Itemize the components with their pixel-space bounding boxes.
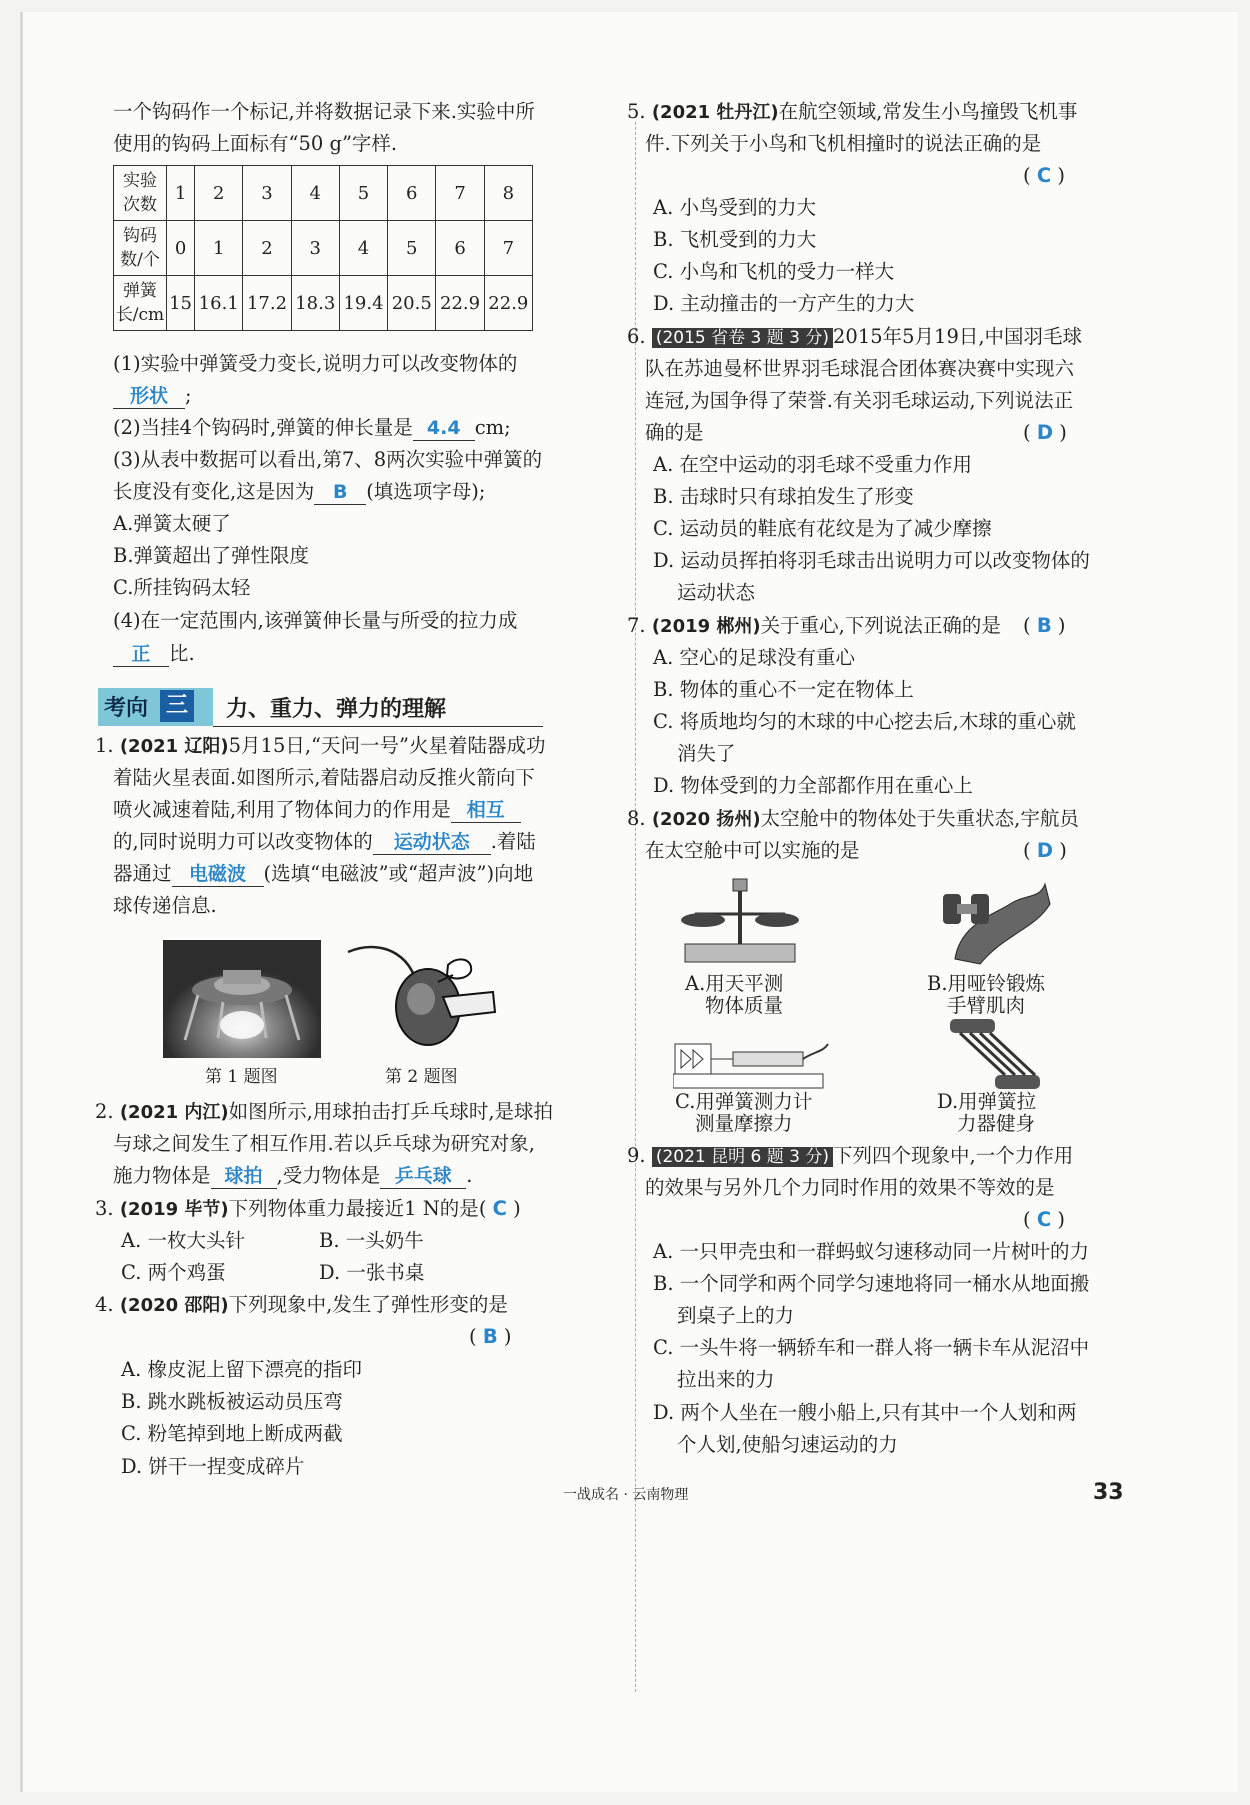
q1-part3-line-2: 长度没有变化,这是因为 B (填选项字母);: [113, 480, 486, 503]
footer-book-title: 一战成名 · 云南物理: [563, 1487, 689, 1503]
problem-7-option-a: A. 空心的足球没有重心: [653, 646, 855, 669]
table-cell: 1: [167, 166, 195, 221]
problem-6-option-b: B. 击球时只有球拍发生了形变: [653, 485, 914, 508]
table-cell: 18.3: [291, 276, 339, 331]
balance-scale-figure: [675, 874, 805, 969]
q1-part1-line: (1)实验中弹簧受力变长,说明力可以改变物体的: [113, 352, 518, 375]
column-divider: [635, 122, 636, 1692]
problem-3-line-1: 3. (2019 毕节)下列物体重力最接近1 N的是( C ): [95, 1197, 521, 1220]
problem-1-line-3: 喷火减速着陆,利用了物体间力的作用是 相互: [113, 798, 521, 823]
problem-5-option-d: D. 主动撞击的一方产生的力大: [653, 292, 915, 315]
figure-d-caption-2: 力器健身: [957, 1112, 1036, 1135]
table-cell: 2: [243, 221, 291, 276]
option-c: C.所挂钩码太轻: [113, 576, 251, 599]
dumbbell-arm-figure: [935, 874, 1055, 969]
problem-2-line-1: 2. (2021 内江)如图所示,用球拍击打乒乓球时,是球拍: [95, 1100, 554, 1123]
problem-5-line-1: 5. (2021 牡丹江)在航空领域,常发生小鸟撞毁飞机事: [627, 100, 1078, 123]
table-cell: 19.4: [339, 276, 387, 331]
answer-blank: 运动状态: [373, 830, 491, 855]
table-cell: 6: [388, 166, 436, 221]
problem-9-answer: ( C ): [1023, 1208, 1065, 1231]
figure-a-caption-2: 物体质量: [705, 994, 784, 1017]
problem-2-line-2: 与球之间发生了相互作用.若以乒乓球为研究对象,: [113, 1132, 535, 1155]
problem-4-option-c: C. 粉笔掉到地上断成两截: [121, 1422, 343, 1445]
problem-8-answer: ( D ): [1023, 839, 1067, 862]
answer-blank: 4.4: [413, 416, 475, 441]
problem-6-option-d-line-2: 运动状态: [677, 581, 756, 604]
problem-9-line-2: 的效果与另外几个力同时作用的效果不等效的是: [645, 1176, 1055, 1199]
problem-4-answer: ( B ): [469, 1325, 512, 1348]
section-title: 力、重力、弹力的理解: [226, 697, 447, 722]
problem-3-option-d: D. 一张书桌: [319, 1261, 425, 1284]
q1-part3-line-1: (3)从表中数据可以看出,第7、8两次实验中弹簧的: [113, 448, 543, 471]
option-a: A.弹簧太硬了: [113, 512, 231, 535]
answer-blank: 球拍: [211, 1164, 277, 1189]
problem-6-option-d-line-1: D. 运动员挥拍将羽毛球击出说明力可以改变物体的: [653, 549, 1090, 572]
problem-6-line-1: 6. (2015 省卷 3 题 3 分) 2015年5月19日,中国羽毛球: [627, 325, 1083, 348]
table-cell: 3: [291, 221, 339, 276]
problem-7-option-c-line-1: C. 将质地均匀的木球的中心挖去后,木球的重心就: [653, 710, 1076, 733]
problem-6-answer: ( D ): [1023, 421, 1067, 444]
data-table: [113, 165, 533, 331]
table-cell: 15: [167, 276, 195, 331]
table-cell: 16.1: [195, 276, 243, 331]
problem-6-line-4: 确的是: [645, 421, 704, 444]
problem-5-answer: ( C ): [1023, 164, 1065, 187]
table-cell: 0: [167, 221, 195, 276]
table-cell: 22.9: [484, 276, 532, 331]
table-row: [114, 166, 533, 221]
table-cell: 22.9: [436, 276, 484, 331]
problem-9-option-d-line-2: 个人划,使船匀速运动的力: [677, 1433, 898, 1456]
problem-7-option-c-line-2: 消失了: [677, 742, 736, 765]
problem-7-option-b: B. 物体的重心不一定在物体上: [653, 678, 914, 701]
problem-5-option-b: B. 飞机受到的力大: [653, 228, 817, 251]
problem-9-line-1: 9. (2021 昆明 6 题 3 分) 下列四个现象中,一个力作用: [627, 1144, 1074, 1167]
answer-blank: B: [314, 480, 366, 505]
row-label: 钩码 数/个: [114, 221, 167, 276]
problem-6-line-3: 连冠,为国争得了荣誉.有关羽毛球运动,下列说法正: [645, 389, 1074, 412]
chest-expander-figure: [945, 1017, 1045, 1092]
problem-8-line-1: 8. (2020 扬州)太空舱中的物体处于失重状态,宇航员: [627, 807, 1079, 830]
problem-9-option-b-line-1: B. 一个同学和两个同学匀速地将同一桶水从地面搬: [653, 1272, 1090, 1295]
lander-photo: [163, 940, 321, 1058]
problem-7-option-d: D. 物体受到的力全部都作用在重心上: [653, 774, 973, 797]
problem-9-option-b-line-2: 到桌子上的力: [677, 1304, 795, 1327]
figure-b-caption-2: 手臂肌肉: [947, 994, 1026, 1017]
q1-part4-answer-line: 正 比.: [113, 642, 195, 667]
racket-ball-figure: [343, 937, 503, 1057]
table-row: [114, 276, 533, 331]
table-cell: 7: [436, 166, 484, 221]
problem-1-line-4: 的,同时说明力可以改变物体的 运动状态 .着陆: [113, 830, 536, 853]
problem-6-option-c: C. 运动员的鞋底有花纹是为了减少摩擦: [653, 517, 992, 540]
table-cell: 5: [388, 221, 436, 276]
problem-1-line-2: 着陆火星表面.如图所示,着陆器启动反推火箭向下: [113, 766, 535, 789]
table-cell: 20.5: [388, 276, 436, 331]
intro-line-1: 一个钩码作一个标记,并将数据记录下来.实验中所: [113, 100, 535, 123]
table-cell: 8: [484, 166, 532, 221]
table-cell: 5: [339, 166, 387, 221]
spring-scale-figure: [673, 1032, 833, 1092]
problem-2-line-3: 施力物体是 球拍 ,受力物体是 乒乓球 .: [113, 1164, 473, 1187]
table-cell: 17.2: [243, 276, 291, 331]
problem-1-line-1: 1. (2021 辽阳)5月15日,“天问一号”火星着陆器成功: [95, 734, 546, 757]
problem-7-line-1: 7. (2019 郴州)关于重心,下列说法正确的是: [627, 614, 1001, 637]
table-cell: 7: [484, 221, 532, 276]
problem-9-option-c-line-1: C. 一头牛将一辆轿车和一群人将一辆卡车从泥沼中: [653, 1336, 1090, 1359]
page-number: 33: [1093, 1480, 1124, 1505]
figure-a-caption-1: A.用天平测: [685, 972, 784, 995]
table-cell: 2: [195, 166, 243, 221]
problem-5-option-c: C. 小鸟和飞机的受力一样大: [653, 260, 895, 283]
problem-1-line-6: 球传递信息.: [113, 894, 217, 917]
answer-blank: 相互: [451, 798, 521, 823]
problem-6-line-2: 队在苏迪曼杯世界羽毛球混合团体赛决赛中实现六: [645, 357, 1075, 380]
source-tag: (2015 省卷 3 题 3 分): [652, 328, 833, 348]
problem-5-line-2: 件.下列关于小鸟和飞机相撞时的说法正确的是: [645, 132, 1042, 155]
table-cell: 6: [436, 221, 484, 276]
problem-5-option-a: A. 小鸟受到的力大: [653, 196, 816, 219]
section-heading: [98, 688, 558, 730]
figure-c-caption-1: C.用弹簧测力计: [675, 1090, 813, 1113]
problem-7-answer: ( B ): [1023, 614, 1066, 637]
answer-blank: 形状: [113, 384, 185, 409]
figure-2-caption: 第 2 题图: [385, 1067, 458, 1087]
figure-d-caption-1: D.用弹簧拉: [937, 1090, 1037, 1113]
option-b: B.弹簧超出了弹性限度: [113, 544, 310, 567]
source-tag: (2021 昆明 6 题 3 分): [652, 1147, 833, 1167]
answer-blank: 电磁波: [172, 862, 264, 887]
figure-1-caption: 第 1 题图: [205, 1067, 278, 1087]
problem-3-option-a: A. 一枚大头针: [121, 1229, 245, 1252]
page: [20, 12, 1238, 1792]
problem-9-option-c-line-2: 拉出来的力: [677, 1368, 775, 1391]
row-label: 实验 次数: [114, 166, 167, 221]
problem-4-option-b: B. 跳水跳板被运动员压弯: [121, 1390, 343, 1413]
problem-3-option-c: C. 两个鸡蛋: [121, 1261, 226, 1284]
problem-4-line-1: 4. (2020 邵阳)下列现象中,发生了弹性形变的是: [95, 1293, 508, 1316]
problem-4-option-a: A. 橡皮泥上留下漂亮的指印: [121, 1358, 362, 1381]
answer-blank: 正: [113, 642, 169, 667]
table-cell: 3: [243, 166, 291, 221]
problem-9-option-a: A. 一只甲壳虫和一群蚂蚁匀速移动同一片树叶的力: [653, 1240, 1089, 1263]
problem-1-line-5: 器通过 电磁波 (选填“电磁波”或“超声波”)向地: [113, 862, 534, 885]
section-badge: 考向 三: [98, 688, 213, 726]
problem-3-option-b: B. 一头奶牛: [319, 1229, 424, 1252]
figure-b-caption-1: B.用哑铃锻炼: [927, 972, 1046, 995]
q1-part4-line: (4)在一定范围内,该弹簧伸长量与所受的拉力成: [113, 609, 518, 632]
table-cell: 1: [195, 221, 243, 276]
q1-part2-line: (2)当挂4个钩码时,弹簧的伸长量是 4.4 cm;: [113, 416, 511, 439]
table-cell: 4: [291, 166, 339, 221]
problem-4-option-d: D. 饼干一捏变成碎片: [121, 1455, 305, 1478]
q1-part1-answer-line: 形状 ;: [113, 384, 192, 409]
table-cell: 4: [339, 221, 387, 276]
figure-c-caption-2: 测量摩擦力: [695, 1112, 793, 1135]
problem-6-option-a: A. 在空中运动的羽毛球不受重力作用: [653, 453, 972, 476]
table-row: [114, 221, 533, 276]
answer-blank: 乒乓球: [380, 1164, 466, 1189]
problem-9-option-d-line-1: D. 两个人坐在一艘小船上,只有其中一个人划和两: [653, 1401, 1077, 1424]
problem-8-line-2: 在太空舱中可以实施的是: [645, 839, 860, 862]
row-label: 弹簧 长/cm: [114, 276, 167, 331]
intro-line-2: 使用的钩码上面标有“50 g”字样.: [113, 132, 398, 155]
